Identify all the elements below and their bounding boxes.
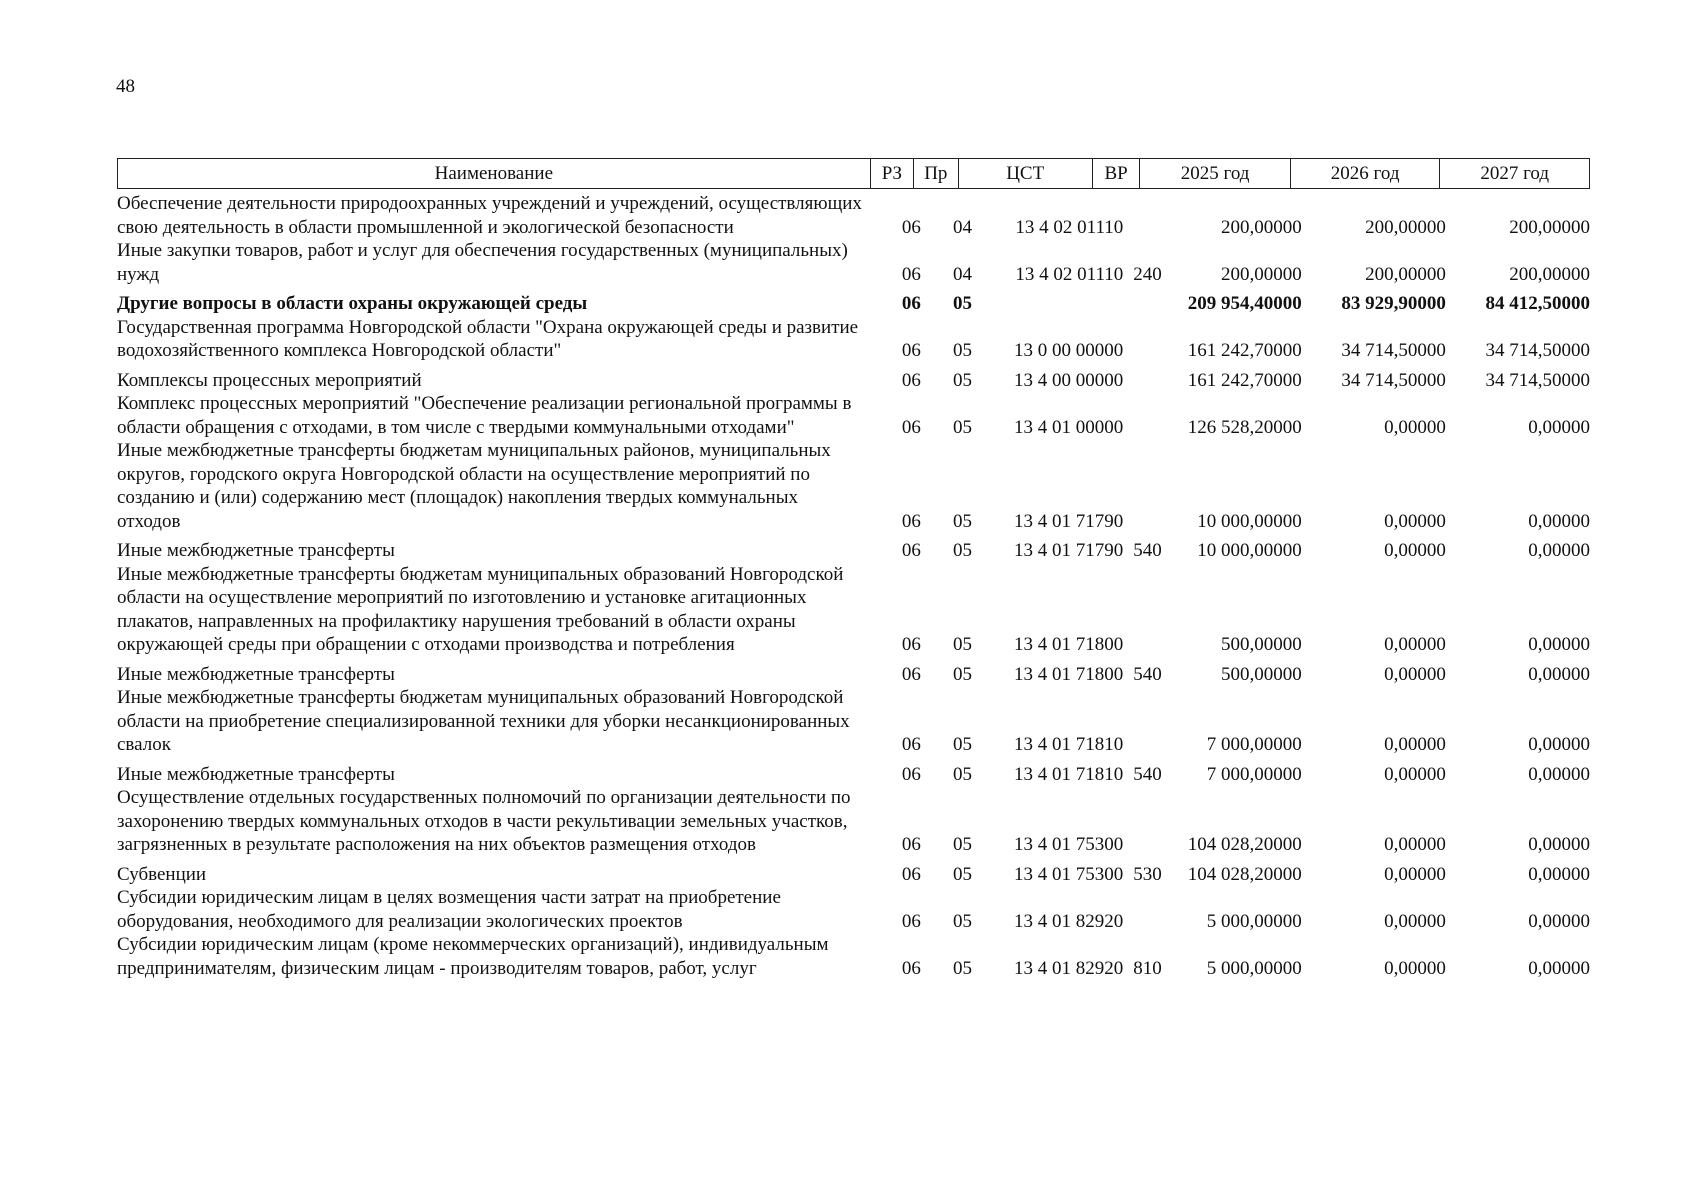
row-name: Субсидии юридическим лицам в целях возмещения части затрат на приобретение оборудования, необходимого для реализации экологических проектов [117, 887, 781, 932]
row-2027: 0,00000 [1528, 910, 1591, 932]
row-rz: 06 [901, 340, 921, 361]
row-cst: 13 4 01 71790 [1014, 510, 1124, 532]
row-pr: 05 [953, 340, 973, 361]
table-row [117, 192, 1590, 239]
row-2025: 161 242,70000 [1187, 340, 1302, 361]
row-2026: 34 714,50000 [1341, 369, 1446, 391]
row-2027: 0,00000 [1528, 763, 1591, 785]
row-2027: 0,00000 [1528, 634, 1591, 655]
row-cst: 13 4 01 00000 [1014, 416, 1124, 438]
row-pr: 05 [953, 416, 973, 438]
row-2025: 5 000,00000 [1206, 910, 1302, 932]
row-pr: 05 [953, 863, 973, 885]
row-vr: 530 [1133, 863, 1162, 885]
table-row [117, 763, 1590, 787]
row-name: Обеспечение деятельности природоохранных учреждений и учреждений, осуществляющих свою деятельность в области промышленной и экологической безопасности [117, 193, 862, 238]
row-rz: 06 [901, 634, 921, 655]
row-name: Иные межбюджетные трансферты [117, 540, 395, 561]
row-2025: 500,00000 [1220, 634, 1302, 655]
row-name: Комплексы процессных мероприятий [117, 369, 422, 391]
row-2027: 34 714,50000 [1485, 340, 1591, 361]
row-cst: 13 4 01 71800 [1014, 663, 1124, 685]
row-cst: 13 0 00 00000 [1014, 340, 1124, 361]
row-2027: 0,00000 [1528, 416, 1591, 438]
row-pr: 05 [953, 510, 973, 532]
table-row [117, 369, 1590, 393]
row-2026: 0,00000 [1384, 540, 1446, 561]
table-row-section [117, 292, 1590, 316]
row-pr: 04 [953, 263, 973, 285]
row-2025: 126 528,20000 [1187, 416, 1302, 438]
table-row [117, 886, 1590, 933]
row-2026: 0,00000 [1384, 763, 1446, 785]
row-pr: 05 [953, 663, 973, 685]
row-2025: 104 028,20000 [1187, 863, 1302, 885]
row-cst: 13 4 01 75300 [1014, 863, 1124, 885]
row-cst: 13 4 01 71810 [1014, 734, 1124, 755]
table-row [117, 663, 1590, 687]
table-row [117, 316, 1590, 363]
header-rz: РЗ [870, 159, 913, 189]
row-2025: 5 000,00000 [1206, 957, 1302, 979]
row-cst: 13 4 02 01110 [1015, 263, 1124, 285]
table-row [117, 392, 1590, 439]
row-2025: 161 242,70000 [1187, 369, 1302, 391]
row-2027: 34 714,50000 [1485, 369, 1591, 391]
row-2026: 0,00000 [1384, 910, 1446, 932]
row-2026: 0,00000 [1384, 734, 1446, 755]
row-pr: 05 [953, 957, 973, 979]
row-rz: 06 [901, 663, 921, 685]
row-rz: 06 [901, 416, 921, 438]
row-2027: 0,00000 [1528, 834, 1591, 855]
row-2025: 104 028,20000 [1187, 834, 1302, 855]
row-vr: 540 [1133, 540, 1162, 561]
row-name: Иные межбюджетные трансферты бюджетам муниципальных районов, муниципальных округов, городского округа Новгородской области на осуществление мероприятий по созданию и (или) содержанию мест (площадок) накопления твердых коммунальных отходов [117, 440, 831, 532]
header-name: Наименование [118, 159, 871, 189]
row-name: Иные межбюджетные трансферты [117, 763, 395, 785]
row-pr: 05 [953, 763, 973, 785]
row-name: Субсидии юридическим лицам (кроме некоммерческих организаций), индивидуальным предпринимателям, физическим лицам - производителям товаров, работ, услуг [117, 934, 829, 979]
row-2027: 200,00000 [1509, 216, 1591, 238]
row-name: Другие вопросы в области охраны окружающей среды [117, 293, 588, 314]
row-pr: 05 [953, 834, 973, 855]
header-vr: ВР [1092, 159, 1139, 189]
row-2027: 0,00000 [1528, 957, 1591, 979]
row-pr: 05 [953, 634, 973, 655]
row-name: Осуществление отдельных государственных полномочий по организации деятельности по захоронению твердых коммунальных отходов в части рекультивации земельных участков, загрязненных в результате расположения на них объектов размещения отходов [117, 787, 851, 855]
row-2026: 0,00000 [1384, 957, 1446, 979]
row-name: Иные межбюджетные трансферты бюджетам муниципальных образований Новгородской области на осуществление мероприятий по изготовлению и установке агитационных плакатов, направленных на профилактику нарушения требований в области охраны окружающей среды при обращении с отходами производства и потребления [117, 563, 844, 655]
row-cst: 13 4 01 82920 [1014, 910, 1124, 932]
row-vr: 810 [1133, 957, 1162, 979]
row-cst: 13 4 01 71800 [1014, 634, 1124, 655]
row-2026: 0,00000 [1384, 834, 1446, 855]
row-rz: 06 [901, 540, 921, 561]
row-name: Иные закупки товаров, работ и услуг для обеспечения государственных (муниципальных) нужд [117, 240, 848, 285]
row-2026: 0,00000 [1384, 663, 1446, 685]
row-2026: 200,00000 [1365, 263, 1446, 285]
header-2026: 2026 год [1290, 159, 1440, 189]
row-rz: 06 [901, 216, 921, 238]
row-rz: 06 [901, 263, 921, 285]
row-cst: 13 4 01 82920 [1014, 957, 1124, 979]
table-row [117, 539, 1590, 563]
row-2026: 83 929,90000 [1341, 293, 1446, 314]
row-name: Иные межбюджетные трансферты [117, 663, 395, 685]
row-2025: 209 954,40000 [1187, 293, 1302, 314]
row-name: Государственная программа Новгородской области "Охрана окружающей среды и развитие водохозяйственного комплекса Новгородской области" [117, 316, 859, 361]
row-2025: 7 000,00000 [1206, 734, 1302, 755]
row-vr: 240 [1133, 263, 1162, 285]
row-2025: 200,00000 [1220, 216, 1302, 238]
row-cst: 13 4 01 71790 [1014, 540, 1124, 561]
table-row [117, 439, 1590, 533]
row-pr: 05 [953, 734, 973, 755]
row-vr: 540 [1133, 663, 1162, 685]
row-rz: 06 [901, 910, 921, 932]
row-vr: 540 [1133, 763, 1162, 785]
table-row [117, 786, 1590, 857]
row-rz: 06 [901, 763, 921, 785]
row-cst: 13 4 01 75300 [1014, 834, 1124, 855]
header-2027: 2027 год [1440, 159, 1590, 189]
row-2025: 7 000,00000 [1206, 763, 1302, 785]
row-2025: 200,00000 [1220, 263, 1302, 285]
row-rz: 06 [901, 957, 921, 979]
row-cst: 13 4 02 01110 [1015, 216, 1124, 238]
row-2026: 34 714,50000 [1341, 340, 1446, 361]
table-row [117, 239, 1590, 286]
row-2027: 0,00000 [1528, 510, 1591, 532]
row-pr: 05 [953, 293, 973, 314]
row-rz: 06 [901, 734, 921, 755]
budget-table-body [117, 192, 1590, 980]
header-2025: 2025 год [1140, 159, 1291, 189]
table-header [117, 158, 1590, 189]
row-pr: 05 [953, 910, 973, 932]
row-2026: 0,00000 [1384, 510, 1446, 532]
row-cst: 13 4 00 00000 [1014, 369, 1124, 391]
row-pr: 04 [953, 216, 973, 238]
row-2025: 10 000,00000 [1197, 540, 1302, 561]
row-2027: 0,00000 [1528, 663, 1591, 685]
row-2025: 10 000,00000 [1197, 510, 1302, 532]
row-rz: 06 [901, 369, 921, 391]
page-number: 48 [116, 76, 135, 97]
row-2026: 200,00000 [1365, 216, 1446, 238]
row-pr: 05 [953, 540, 973, 561]
row-pr: 05 [953, 369, 973, 391]
table-row [117, 563, 1590, 657]
row-name: Субвенции [117, 863, 207, 885]
table-row [117, 686, 1590, 757]
table-row [117, 933, 1590, 980]
row-rz: 06 [901, 293, 921, 314]
header-pr: Пр [914, 159, 958, 189]
row-2027: 84 412,50000 [1485, 293, 1591, 314]
row-2027: 0,00000 [1528, 734, 1591, 755]
row-2027: 0,00000 [1528, 540, 1591, 561]
row-2026: 0,00000 [1384, 634, 1446, 655]
row-2026: 0,00000 [1384, 416, 1446, 438]
row-2027: 0,00000 [1528, 863, 1591, 885]
row-rz: 06 [901, 863, 921, 885]
row-cst: 13 4 01 71810 [1014, 763, 1124, 785]
row-rz: 06 [901, 510, 921, 532]
row-rz: 06 [901, 834, 921, 855]
row-2025: 500,00000 [1220, 663, 1302, 685]
row-name: Комплекс процессных мероприятий "Обеспечение реализации региональной программы в области обращения с отходами, в том числе с твердыми коммунальными отходами" [117, 393, 852, 438]
row-2026: 0,00000 [1384, 863, 1446, 885]
row-name: Иные межбюджетные трансферты бюджетам муниципальных образований Новгородской области на приобретение специализированной техники для уборки несанкционированных свалок [117, 687, 850, 755]
table-row [117, 863, 1590, 887]
header-cst: ЦСТ [958, 159, 1092, 189]
row-2027: 200,00000 [1509, 263, 1591, 285]
